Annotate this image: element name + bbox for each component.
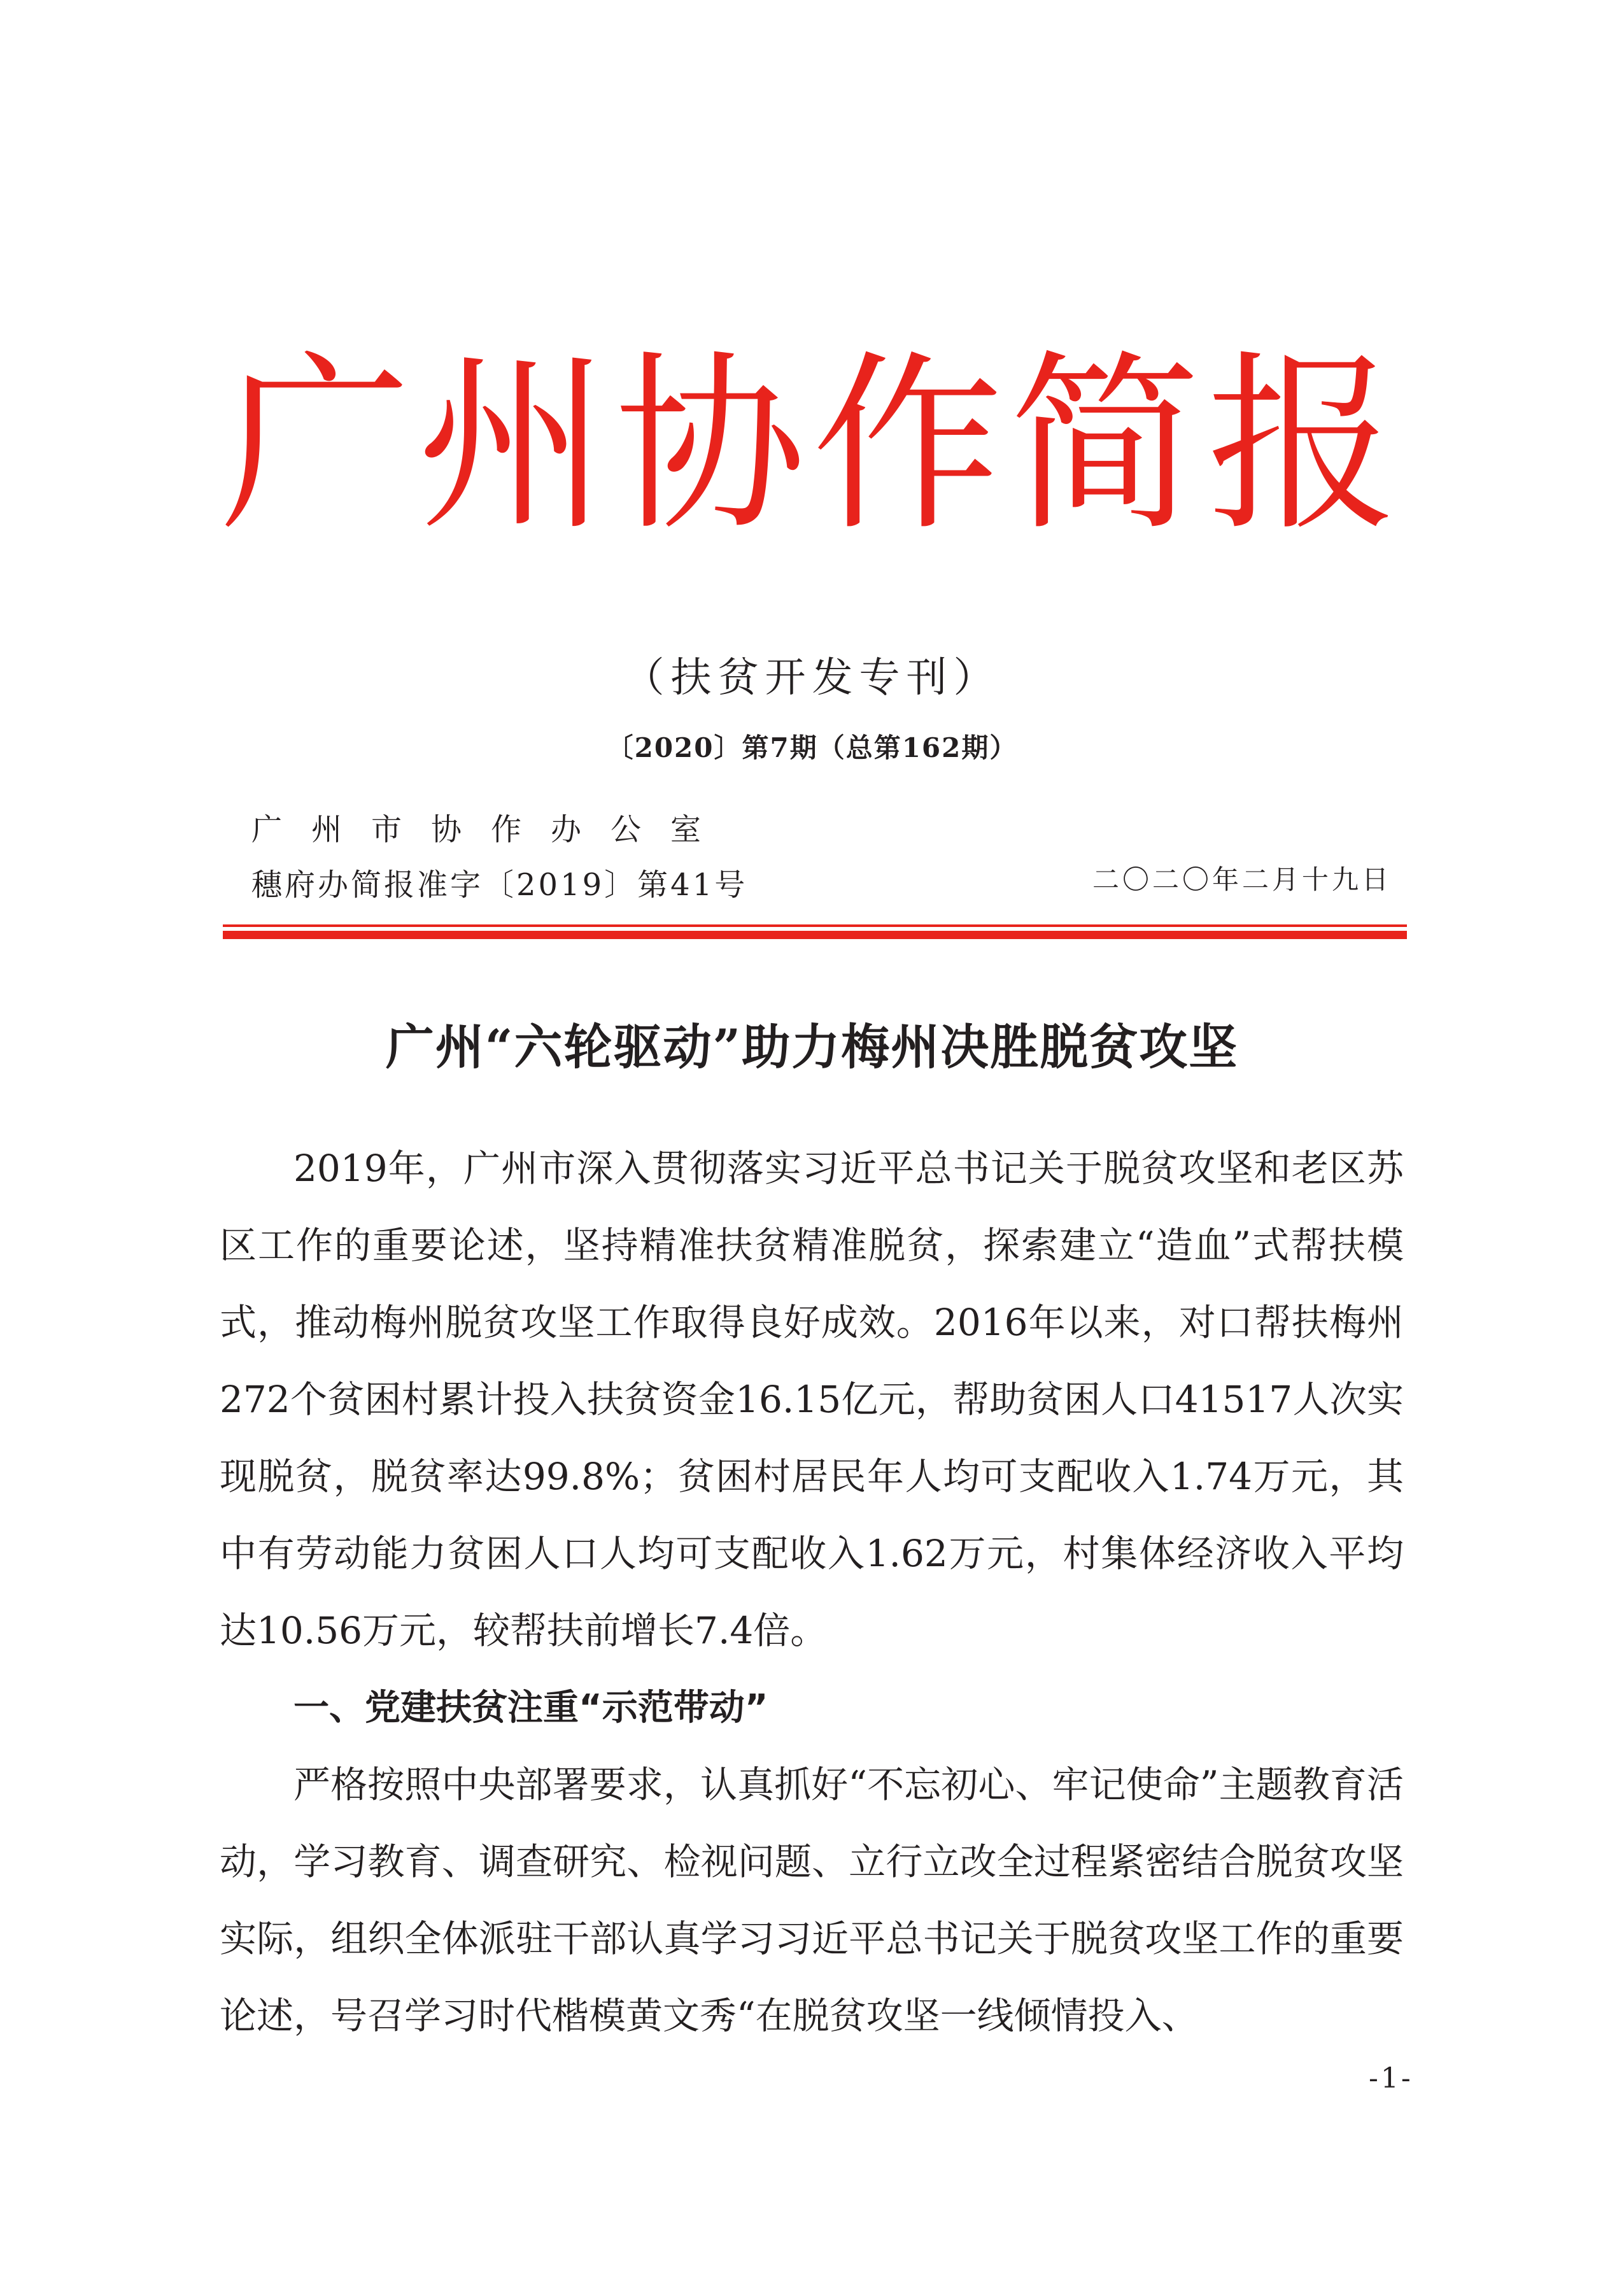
issue-number: 〔2020〕第7期（总第162期）	[606, 732, 1018, 763]
page-number: -1-	[1369, 2062, 1413, 2095]
masthead-title: 广州协作简报	[220, 334, 1404, 556]
special-issue-subtitle: （扶贫开发专刊）	[623, 654, 1001, 702]
publisher-office: 广州市协作办公室	[251, 812, 731, 847]
article-body	[220, 1130, 1404, 2055]
section-heading: 一、党建扶贫注重“示范带动”	[293, 1687, 768, 1729]
red-divider-thin	[223, 924, 1407, 927]
article-paragraph: 2019年，广州市深入贯彻落实习近平总书记关于脱贫攻坚和老区苏区工作的重要论述，坚持精准扶贫精准脱贫，探索建立“造血”式帮扶模式，推动梅州脱贫攻坚工作取得良好成效。2016年以来，对口帮扶梅州272个贫困村累计投入扶贫资金16.15亿元，帮助贫困人口41517人次实现脱贫，脱贫率达99.8%；贫困村居民年人均可支配收入1.74万元，其中有劳动能力贫困人口人均可支配收入1.62万元，村集体经济收入平均达10.56万元，较帮扶前增长7.4倍。	[220, 1147, 1404, 1652]
red-divider-thick	[223, 931, 1407, 939]
article-headline: 广州“六轮驱动”助力梅州决胜脱贫攻坚	[385, 1019, 1239, 1075]
section-paragraph: 严格按照中央部署要求，认真抓好“不忘初心、牢记使命”主题教育活动，学习教育、调查研究、检视问题、立行立改全过程紧密结合脱贫攻坚实际，组织全体派驻干部认真学习习近平总书记关于脱贫攻坚工作的重要论述，号召学习时代楷模黄文秀“在脱贫攻坚一线倾情投入、	[220, 1763, 1404, 2037]
publication-date: 二〇二〇年二月十九日	[1092, 864, 1392, 895]
publication-permit: 穗府办简报准字〔2019〕第41号	[251, 867, 748, 903]
